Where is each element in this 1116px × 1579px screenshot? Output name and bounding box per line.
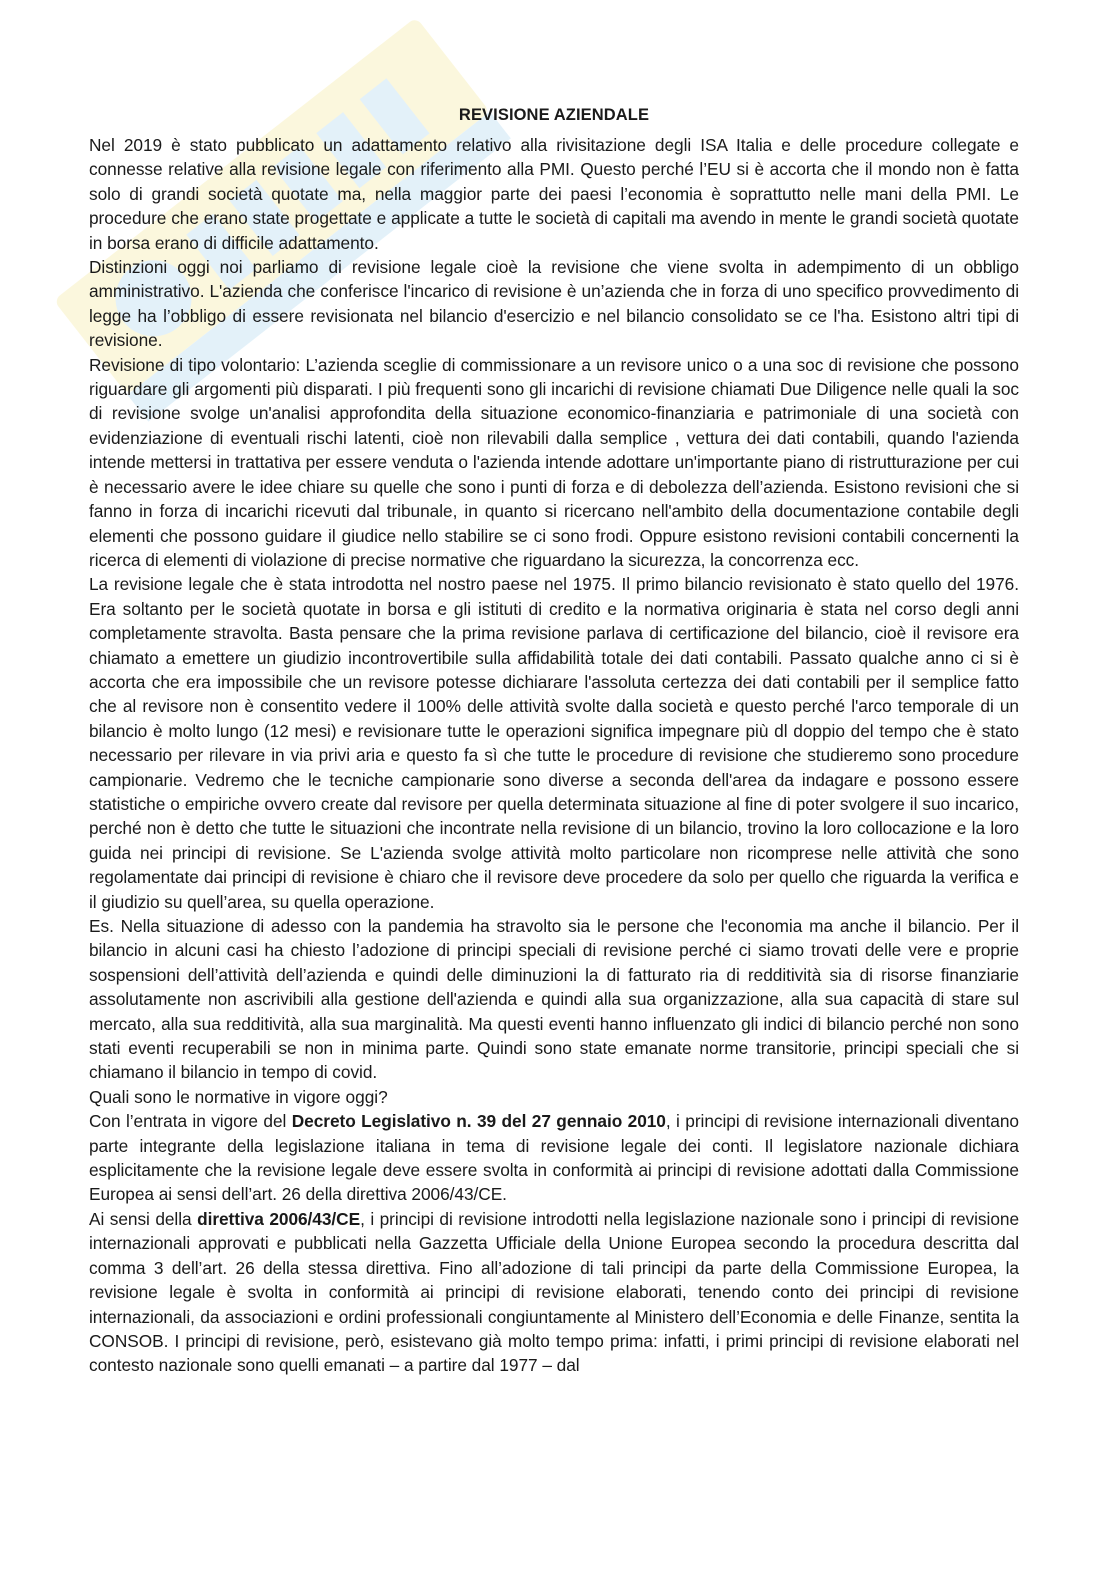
paragraph-7	[89, 1109, 1019, 1207]
document-title: REVISIONE AZIENDALE	[458, 106, 650, 124]
paragraph-8-text-before: Ai sensi della	[89, 1208, 198, 1229]
paragraph-4: La revisione legale che è stata introdotta nel nostro paese nel 1975. Il primo bilancio revisionato è stato quello del 1976. Era soltanto per le società quotate in borsa e gli istituti di credito e la normativa originaria è stata nel corso degli anni completamente stravolta. Basta pensare che la prima revisione parlava di certificazione del bilancio, cioè il revisore era chiamato a emettere un giudizio incontrovertibile sulla affidabilità totale dei dati contabili. Passato qualche anno ci si è accorta che era impossibile che un revisore potesse dichiarare l'assoluta certezza dei dati contabili per il semplice fatto che al revisore non è consentito vedere il 100% delle attività svolte dalla società e questo perché l'arco temporale di un bilancio è molto lungo (12 mesi) e revisionare tutte le operazioni significa impegnare più dl doppio del tempo che è stato necessario per rilevare in via privi aria e questo fa sì che tutte le procedure di revisione che studieremo sono procedure campionarie. Vedremo che le tecniche campionarie sono diverse a seconda dell'area da indagare e possono essere statistiche o empiriche ovvero create dal revisore per quella determinata situazione al fine di poter svolgere il suo incarico, perché non è detto che tutte le situazioni che incontrate nella revisione di un bilancio, trovino la loro collocazione e la loro guida nei principi di revisione. Se L'azienda svolge attività molto particolare non ricomprese nelle attività che sono regolamentate dai principi di revisione è chiaro che il revisore deve procedere da solo per quello che riguarda la verifica e il giudizio su quell’area, su quella operazione.	[89, 574, 1019, 912]
paragraph-8	[89, 1207, 1019, 1378]
paragraph-6-question: Quali sono le normative in vigore oggi?	[89, 1086, 388, 1107]
directive-reference: direttiva 2006/43/CE	[197, 1208, 361, 1229]
paragraph-1: Nel 2019 è stato pubblicato un adattamento relativo alla rivisitazione degli ISA Italia e delle procedure collegate e connesse relative alla revisione legale con riferimento alla PMI. Questo perché l’EU si è accorta che il mondo non è fatta solo di grandi società quotate ma, nella maggior parte dei paesi l’economia è soprattutto nelle mani della PMI. Le procedure che erano state progettate e applicate a tutte le società di capitali ma avendo in mente le grandi società quotate in borsa erano di difficile adattamento.	[89, 135, 1019, 253]
decree-reference: Decreto Legislativo n. 39 del 27 gennaio 2010	[291, 1111, 666, 1132]
paragraph-3: Revisione di tipo volontario: L’azienda sceglie di commissionare a un revisore unico o a una soc di revisione che possono riguardare gli argomenti più disparati. I più frequenti sono gli incarichi di revisione chiamati Due Diligence nelle quali la soc di revisione svolge un'analisi approfondita della situazione economico-finanziaria e patrimoniale di una società con evidenziazione di eventuali rischi latenti, cioè non rilevabili dalla semplice , vettura dei dati contabili, quando l'azienda intende mettersi in trattativa per essere venduta o l'azienda intende adottare un'importante piano di ristrutturazione per cui è necessario avere le idee chiare su quelle che sono i punti di forza e di debolezza dell’azienda. Esistono revisioni che si fanno in forza di incarichi ricevuti dal tribunale, in quanto si ricercano nell'ambito della documentazione contabile degli elementi che possono guidare il giudice nello stabilire se ci sono frodi. Oppure esistono revisioni contabili concernenti la ricerca di elementi di violazione di precise normative che riguardano la sicurezza, la concorrenza ecc.	[89, 354, 1019, 570]
document-page	[89, 105, 1019, 1378]
paragraph-7-text-before: Con l’entrata in vigore del	[89, 1111, 292, 1132]
paragraph-8-text-after: , i principi di revisione introdotti nella legislazione nazionale sono i principi di revisione internazionali approvati e pubblicati nella Gazzetta Ufficiale della Unione Europea secondo la procedura descritta dal comma 3 dell’art. 26 della stessa direttiva. Fino all’adozione di tali principi da parte della Commissione Europea, la revisione legale è svolta in conformità ai principi di revisione elaborati, tenendo conto dei principi di revisione internazionali, da associazioni e ordini professionali congiuntamente al Ministero dell’Economia e delle Finanze, sentita la CONSOB. I principi di revisione, però, esistevano già molto tempo prima: infatti, i primi principi di revisione elaborati nel contesto nazionale sono quelli emanati – a partire dal 1977 – dal	[89, 1208, 1019, 1376]
paragraph-2: Distinzioni oggi noi parliamo di revisione legale cioè la revisione che viene svolta in adempimento di un obbligo amministrativo. L'azienda che conferisce l'incarico di revisione è un’azienda che in forza di uno specifico provvedimento di legge ha l’obbligo di essere revisionata nel bilancio d'esercizio e nel bilancio consolidato se ce l'ha. Esistono altri tipi di revisione.	[89, 257, 1019, 351]
paragraph-5: Es. Nella situazione di adesso con la pandemia ha stravolto sia le persone che l'economia ma anche il bilancio. Per il bilancio in alcuni casi ha chiesto l’adozione di principi speciali di revisione perché ci siamo trovati delle vere e proprie sospensioni dell’attività dell’azienda e quindi delle diminuzioni la di fatturato ria di redditività sia di risorse finanziarie assolutamente non ascrivibili alla gestione dell'azienda e quindi alla sua organizzazione, alla sua capacità di stare sul mercato, alla sua redditività, alla sua marginalità. Ma questi eventi hanno influenzato gli indici di bilancio perché non sono stati eventi recuperabili se non in minima parte. Quindi sono state emanate norme transitorie, principi speciali che si chiamano il bilancio in tempo di covid.	[89, 916, 1019, 1083]
paragraph-7-text-after: , i principi di revisione internazionali diventano parte integrante della legislazione italiana in tema di revisione legale dei conti. Il legislatore nazionale dichiara esplicitamente che la revisione legale deve essere svolta in conformità ai principi di revisione adottati dalla Commissione Europea ai sensi dell’art. 26 della direttiva 2006/43/CE.	[89, 1111, 1019, 1205]
